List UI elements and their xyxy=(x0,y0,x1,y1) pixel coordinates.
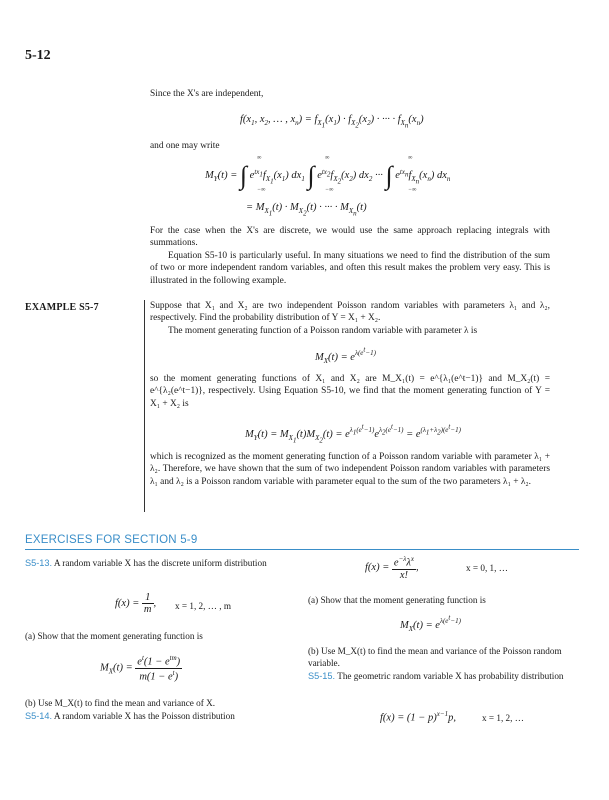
paragraph-equation-useful: Equation S5-10 is particularly useful. In many situations we need to find the distribution of the sum of two or more independent random variables, and often this result makes the problem very easy. This is illustrated in the following example. xyxy=(150,251,550,286)
paragraph-one-may-write: and one may write xyxy=(150,141,220,151)
example-label: EXAMPLE S5-7 xyxy=(25,302,99,313)
exercise-14-range: x = 0, 1, … xyxy=(466,563,508,573)
integral-limit-upper-3: ∞ xyxy=(408,155,413,161)
exercise-14 xyxy=(25,710,287,722)
exercise-15-text: The geometric random variable X has probability distribution xyxy=(337,671,564,681)
equation-uniform-pmf: f(x) = $\frac{1}{m}$ , xyxy=(115,592,157,615)
exercise-15-number: S5-15. xyxy=(308,671,336,681)
integral-limit-lower-3: −∞ xyxy=(408,187,417,193)
section-title: EXERCISES FOR SECTION 5-9 xyxy=(25,534,198,546)
exercise-13-range: x = 1, 2, … , m xyxy=(175,601,231,611)
paragraph-discrete: For the case when the X's are discrete, we would use the same approach replacing integrals with summations. xyxy=(150,226,550,249)
exercise-13-text: A random variable X has the discrete uniform distribution xyxy=(53,558,267,568)
paragraph-independent: Since the X's are independent, xyxy=(150,89,264,99)
example-paragraph-2: The moment generating function of a Poisson random variable with parameter λ is xyxy=(168,326,478,336)
example-paragraph-3: so the moment generating functions of X₁ and X₂ are M_X₁(t) = e^{λ₁(e^t−1)} and M_X₂(t) = e^{λ₂(e^t−1)}, respectively. Using Equation S5-10, we find that the moment generating function of Y = X₁ + X₂ is xyxy=(150,374,550,409)
exercise-14-number: S5-14. xyxy=(25,711,53,721)
equation-uniform-mgf: $M_X(t)$ = $\frac{e^t(1 - e^{tm})}{m(1 - e^t)}$ xyxy=(100,654,181,682)
exercise-13-part-b: (b) Use M_X(t) to find the mean and variance of X. xyxy=(25,698,216,708)
example-divider xyxy=(144,300,145,512)
integral-limit-lower-2: −∞ xyxy=(325,187,334,193)
exercise-13-part-a: (a) Show that the moment generating function is xyxy=(25,631,203,641)
equation-mgf-integral: $M_Y(t)$ = ∫ $e^{tx_1}f_{X_1}(x_1)$ $dx_1$ ∫ $e^{tx_2}f_{X_2}(x_2)$ $dx_2$ ··· ∫ $e^{tx_n}f_{X_n}(x_n)$ $dx_n$ xyxy=(205,161,451,190)
exercise-14-part-a: (a) Show that the moment generating function is xyxy=(308,595,486,605)
equation-sum-mgf: $M_Y(t) = M_{X_1}(t)M_{X_2}(t) = e^{\lambda_1(e^t-1)}e^{\lambda_2(e^t-1)} = e^{(\lambda_1+\lambda_2)(e^t-1)}$ xyxy=(245,423,461,445)
section-rule xyxy=(25,549,579,550)
equation-mgf-product: = $M_{X_1}(t) \cdot M_{X_2}(t)$ · ··· · $M_{X_n}(t)$ xyxy=(246,202,367,218)
exercise-15 xyxy=(308,670,580,682)
exercise-14-text: A random variable X has the Poisson distribution xyxy=(53,711,235,721)
integral-limit-lower-1: −∞ xyxy=(257,187,266,193)
integral-limit-upper-1: ∞ xyxy=(257,155,262,161)
equation-poisson-mgf-exercise: $M_X(t) = e^{\lambda(e^t-1)}$ xyxy=(400,614,461,633)
exercise-14-part-b: (b) Use M_X(t) to find the mean and variance of the Poisson random variable. xyxy=(308,646,562,668)
page-number: 5-12 xyxy=(25,48,51,63)
equation-poisson-pmf: f(x) = $\frac{e^{-\lambda}\lambda^x}{x!}$ , xyxy=(365,555,419,581)
exercise-13-number: S5-13. xyxy=(25,558,53,568)
equation-geometric-pmf: $f(x) = (1 - p)^{x-1}p$, xyxy=(380,710,456,724)
equation-poisson-mgf: $M_X(t) = e^{\lambda(e^t-1)}$ xyxy=(315,346,376,365)
example-paragraph-4: which is recognized as the moment generating function of a Poisson random variable with parameter λ₁ + λ₂. Therefore, we have shown that the sum of two independent Poisson random variables with parameters λ₁ and λ₂ is a Poisson random variable with parameter equal to the sum of the two parameters λ₁ + λ₂. xyxy=(150,452,550,487)
equation-joint-density: $f(x_1$, $x_2$, … , $x_n) = f_{X_1}(x_1) \cdot f_{X_2}(x_2)$ · ··· · $f_{X_n}(x_n)$ xyxy=(240,114,424,130)
integral-limit-upper-2: ∞ xyxy=(325,155,330,161)
exercise-15-range: x = 1, 2, … xyxy=(482,713,524,723)
exercise-13 xyxy=(25,557,287,569)
example-paragraph-1: Suppose that X₁ and X₂ are two independent Poisson random variables with parameters λ₁ and λ₂, respectively. Find the probability distribution of Y = X₁ + X₂. xyxy=(150,301,550,324)
